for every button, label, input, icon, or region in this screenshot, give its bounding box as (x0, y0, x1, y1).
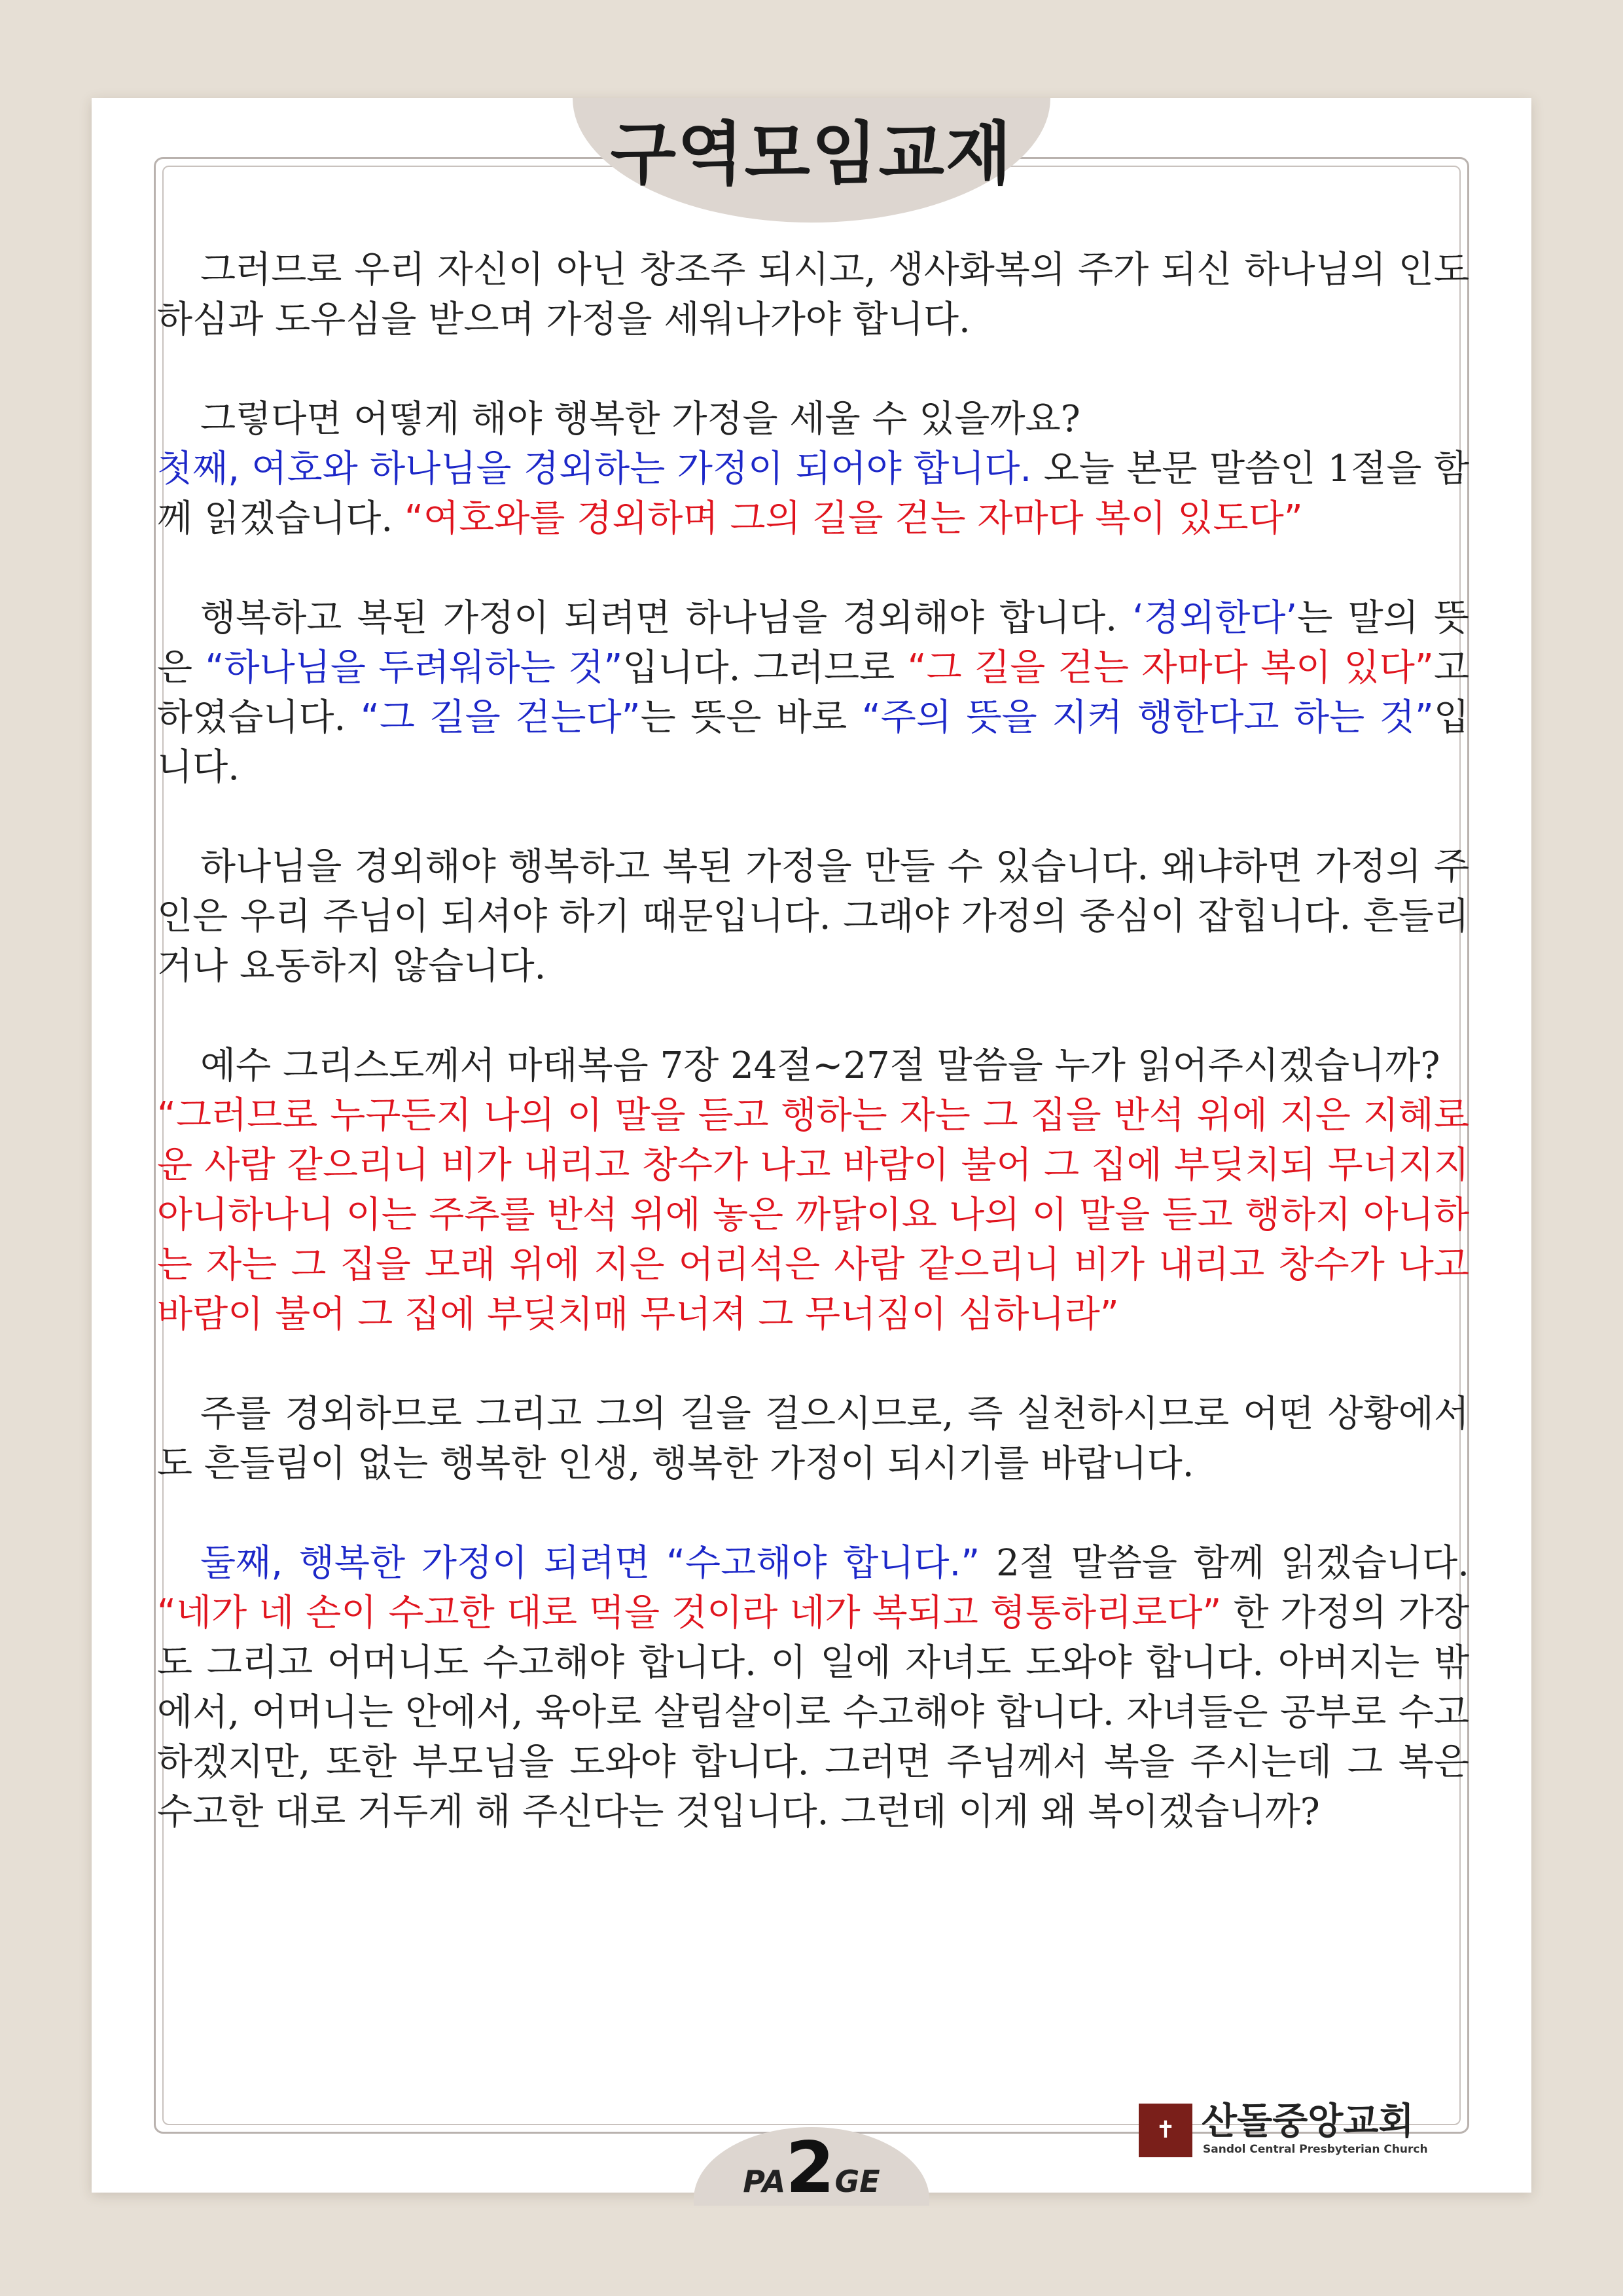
paragraph-2: 그렇다면 어떻게 해야 행복한 가정을 세울 수 있을까요? 첫째, 여호와 하나님을 경외하는 가정이 되어야 합니다. 오늘 본문 말씀인 1절을 함께 읽겠습니다. “여호와를 경외하며 그의 길을 걷는 자마다 복이 있도다” (157, 398, 1469, 540)
page-number: 2 (785, 2127, 835, 2209)
page-title: 구역모임교재 (610, 114, 1013, 194)
church-name: 산돌중앙교회 (1202, 2100, 1414, 2143)
paragraph-7: 둘째, 행복한 가정이 되려면 “수고해야 합니다.” 2절 말씀을 함께 읽겠습니다. “네가 네 손이 수고한 대로 먹을 것이라 네가 복되고 형통하리로다” 한 가정의 가장도 그리고 어머니도 수고해야 합니다. 이 일에 자녀도 도와야 합니다. 아버지는 밖에서, 어머니는 안에서, 육아로 살림살이로 수고해야 합니다. 자녀들은 공부로 수고하겠지만, 또한 부모님을 도와야 합니다. 그러면 주님께서 복을 주시는데 그 복은 수고한 대로 거두게 해 주신다는 것입니다. 그런데 이게 왜 복이겠습니까? (157, 1542, 1469, 1833)
paragraph-1: 그러므로 우리 자신이 아닌 창조주 되시고, 생사화복의 주가 되신 하나님의 인도하심과 도우심을 받으며 가정을 세워나가야 합니다. (157, 249, 1469, 341)
document-body (157, 245, 1469, 1887)
church-name-english: Sandol Central Presbyterian Church (1203, 2143, 1428, 2156)
title-banner (573, 98, 1050, 223)
paragraph-4: 하나님을 경외해야 행복하고 복된 가정을 만들 수 있습니다. 왜냐하면 가정의 주인은 우리 주님이 되셔야 하기 때문입니다. 그래야 가정의 중심이 잡힙니다. 흔들리거나 요동하지 않습니다. (157, 846, 1469, 988)
paragraph-6: 주를 경외하므로 그리고 그의 길을 걸으시므로, 즉 실천하시므로 어떤 상황에서도 흔들림이 없는 행복한 인생, 행복한 가정이 되시기를 바랍니다. (157, 1393, 1469, 1485)
page-number-badge (694, 2127, 929, 2209)
psalm-verse-2-quote: “네가 네 손이 수고한 대로 먹을 것이라 네가 복되고 형통하리로다” (157, 1592, 1222, 1634)
matthew-quote: “그러므로 누구든지 나의 이 말을 듣고 행하는 자는 그 집을 반석 위에 지은 지혜로운 사람 같으리니 비가 내리고 창수가 나고 바람이 불어 그 집에 부딪치되 무너지지 아니하나니 이는 주추를 반석 위에 놓은 까닭이요 나의 이 말을 듣고 행하지 아니하는 자는 그 집을 모래 위에 지은 어리석은 사람 같으리니 비가 내리고 창수가 나고 바람이 불어 그 집에 부딪치매 무너져 그 무너짐이 심하니라” (157, 1094, 1469, 1336)
paragraph-5: 예수 그리스도께서 마태복음 7장 24절~27절 말씀을 누가 읽어주시겠습니까? “그러므로 누구든지 나의 이 말을 듣고 행하는 자는 그 집을 반석 위에 지은 지혜로운 사람 같으리니 비가 내리고 창수가 나고 바람이 불어 그 집에 부딪치되 무너지지 아니하나니 이는 주추를 반석 위에 놓은 까닭이요 나의 이 말을 듣고 행하지 아니하는 자는 그 집을 모래 위에 지은 어리석은 사람 같으리니 비가 내리고 창수가 나고 바람이 불어 그 집에 부딪치매 무너져 그 무너짐이 심하니라” (157, 1045, 1469, 1336)
first-point-heading: 첫째, 여호와 하나님을 경외하는 가정이 되어야 합니다. (157, 448, 1032, 490)
document-page (92, 98, 1531, 2209)
page-suffix: GE (834, 2164, 880, 2199)
page-prefix: PA (743, 2164, 786, 2199)
paragraph-3: 행복하고 복된 가정이 되려면 하나님을 경외해야 합니다. ‘경외한다’는 말의 뜻은 “하나님을 두려워하는 것”입니다. 그러므로 “그 길을 걷는 자마다 복이 있다”고 하였습니다. “그 길을 걷는다”는 뜻은 바로 “주의 뜻을 지켜 행한다고 하는 것”입니다. (157, 597, 1469, 789)
church-logo (1139, 2101, 1479, 2160)
second-point-heading: 둘째, 행복한 가정이 되려면 “수고해야 합니다.” (200, 1542, 980, 1585)
church-emblem-icon: ✝ (1139, 2104, 1192, 2157)
psalm-verse-1-quote: “여호와를 경외하며 그의 길을 걷는 자마다 복이 있도다” (404, 497, 1303, 540)
